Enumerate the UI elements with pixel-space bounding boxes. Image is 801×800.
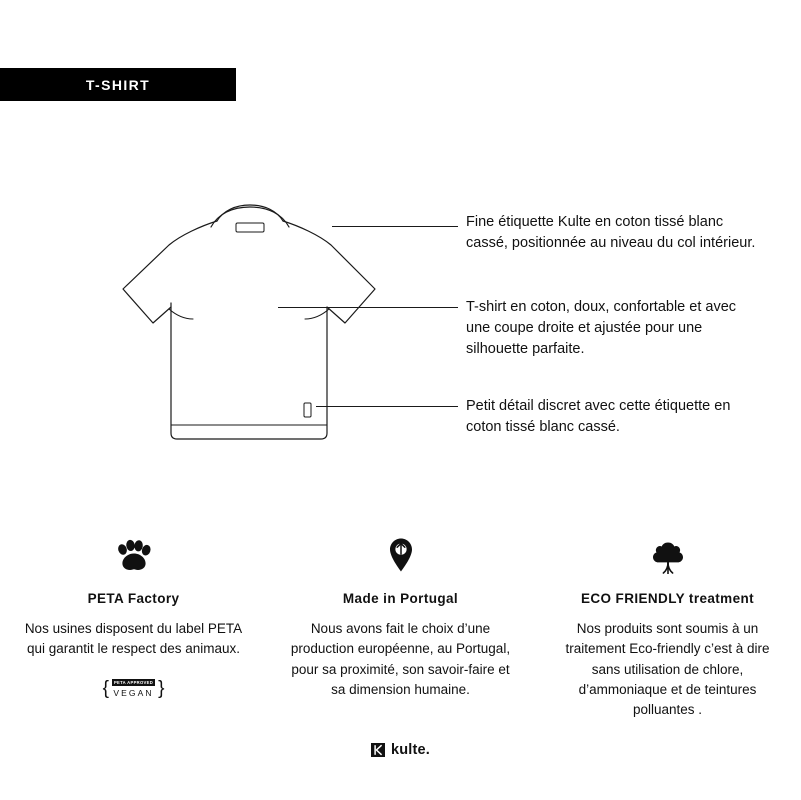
brand-wordmark: kulte.: [390, 742, 431, 758]
paw-print-icon: [113, 535, 155, 577]
feature-title-portugal: Made in Portugal: [342, 591, 459, 606]
feature-title-eco: ECO FRIENDLY treatment: [580, 591, 755, 606]
feature-text-portugal: Nous avons fait le choix d’une production européenne, au Portugal, pour sa proximité, son savoir-faire et sa dimension humaine.: [290, 621, 511, 697]
t-shirt-line-drawing: [105, 185, 395, 465]
product-illustration: [105, 185, 395, 465]
feature-eco-friendly: [534, 535, 801, 720]
leader-line-detail: [316, 406, 458, 407]
features-row: [0, 535, 801, 720]
footer-brand-logo: [0, 742, 801, 758]
map-pin-icon: [386, 535, 416, 577]
feature-title-peta: PETA Factory: [87, 591, 180, 606]
callout-fabric: T-shirt en coton, doux, confortable et avec une coupe droite et ajustée pour une silhouette parfaite.: [466, 299, 737, 358]
badge-word: VEGAN: [113, 687, 154, 698]
paw-print-glyph: [113, 539, 155, 573]
feature-text-eco: Nos produits sont soumis à un traitement Eco-friendly c’est à dire sans utilisation de chlore, d’ammoniaque et de teintures polluantes .: [565, 621, 770, 717]
leader-line-label: [332, 226, 458, 227]
feature-text-peta: Nos usines disposent du label PETA qui garantit le respect des animaux.: [24, 621, 243, 657]
callout-label: Fine étiquette Kulte en coton tissé blanc cassé, positionnée au niveau du col intérieur.: [466, 214, 756, 252]
feature-made-in-portugal: [267, 535, 534, 720]
map-pin-glyph: [386, 537, 416, 575]
brace-left: {: [102, 678, 109, 699]
kulte-k-mark-icon: [371, 743, 385, 757]
page-title: T-SHIRT: [85, 76, 151, 93]
feature-peta-factory: [0, 535, 267, 720]
brace-right: }: [158, 678, 165, 699]
badge-top-line: PETA APPROVED: [113, 679, 154, 685]
cotton-flower-icon: [648, 535, 688, 577]
peta-approved-vegan-badge: [97, 674, 171, 704]
leader-line-fabric: [278, 307, 458, 308]
callout-detail: Petit détail discret avec cette étiquette en coton tissé blanc cassé.: [466, 398, 731, 436]
page-title-bar: [0, 68, 236, 101]
cotton-flower-glyph: [648, 538, 688, 574]
